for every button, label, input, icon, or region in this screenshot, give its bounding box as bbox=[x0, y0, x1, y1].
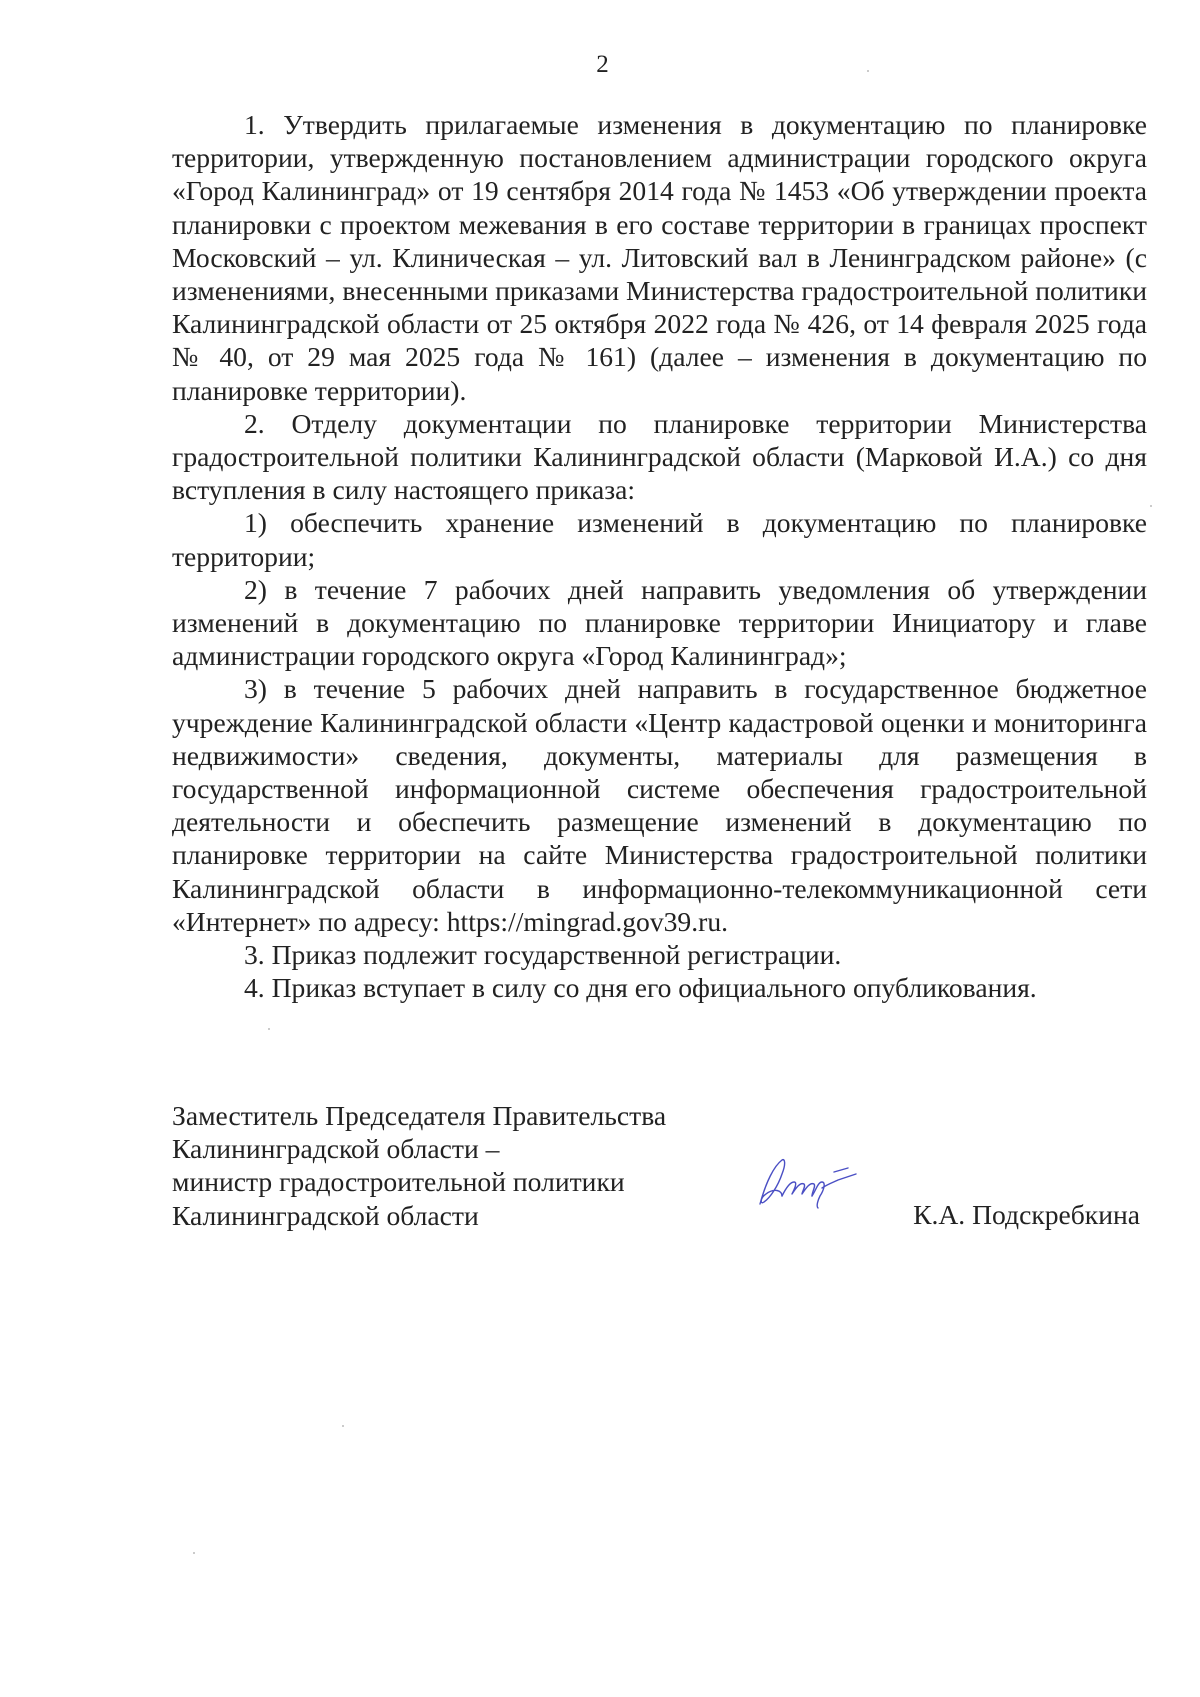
scan-speck bbox=[1150, 505, 1152, 507]
page-number: 2 bbox=[596, 51, 609, 78]
position-line: Калининградской области bbox=[172, 1199, 479, 1231]
scan-speck bbox=[342, 1425, 344, 1427]
paragraph-approve-changes: 1. Утвердить прилагаемые изменения в документацию по планировке территории, утвержденную постановлением администрации городского округа «Город Калининград» от 19 сентября 2014 года № 1453 «Об утверждении проекта планировки с проектом межевания в его составе территории в границах проспект Московский – ул. Клиническая – ул. Литовский вал в Ленинградском районе» (с изменениями, внесенными приказами Министерства градостроительной политики Калининградской области от 25 октября 2022 года № 426, от 14 февраля 2025 года № 40, от 29 мая 2025 года № 161) (далее – изменения в документацию по планировке территории). bbox=[172, 109, 1147, 406]
paragraph-entry-into-force: 4. Приказ вступает в силу со дня его официального опубликования. bbox=[244, 972, 1037, 1004]
position-line: министр градостроительной политики bbox=[172, 1166, 625, 1198]
scan-speck bbox=[193, 1552, 195, 1554]
position-line: Заместитель Председателя Правительства bbox=[172, 1100, 667, 1131]
paragraph-subitem-notifications: 2) в течение 7 рабочих дней направить уведомления об утверждении изменений в документацию по планировке территории Инициатору и главе администрации городского округа «Город Калининград»; bbox=[172, 573, 1147, 672]
signer-name: К.А. Подскребкина bbox=[913, 1199, 1140, 1230]
signature-strokes bbox=[760, 1160, 856, 1208]
signatory-position bbox=[172, 1099, 732, 1232]
scan-speck bbox=[268, 1028, 270, 1030]
paragraph-subitem-publication: 3) в течение 5 рабочих дней направить в государственное бюджетное учреждение Калининградской области «Центр кадастровой оценки и мониторинга недвижимости» сведения, документы, материалы для размещения в государственной информационной системе обеспечения градостроительной деятельности и обеспечить размещение изменений в документацию по планировке территории на сайте Министерства градостроительной политики Калининградской области в информационно-телекоммуникационной сети «Интернет» по адресу: https://mingrad.gov39.ru. bbox=[172, 673, 1147, 937]
paragraph-state-registration: 3. Приказ подлежит государственной регистрации. bbox=[244, 939, 842, 971]
paragraph-subitem-storage: 1) обеспечить хранение изменений в документацию по планировке территории; bbox=[172, 507, 1147, 572]
handwritten-signature bbox=[752, 1152, 862, 1212]
paragraph-department-instructions: 2. Отделу документации по планировке территории Министерства градостроительной политики Калининградской области (Марковой И.А.) со дня вступления в силу настоящего приказа: bbox=[172, 407, 1147, 506]
scan-speck bbox=[867, 70, 869, 72]
document-body bbox=[172, 108, 1147, 1004]
position-line: Калининградской области – bbox=[172, 1133, 500, 1165]
